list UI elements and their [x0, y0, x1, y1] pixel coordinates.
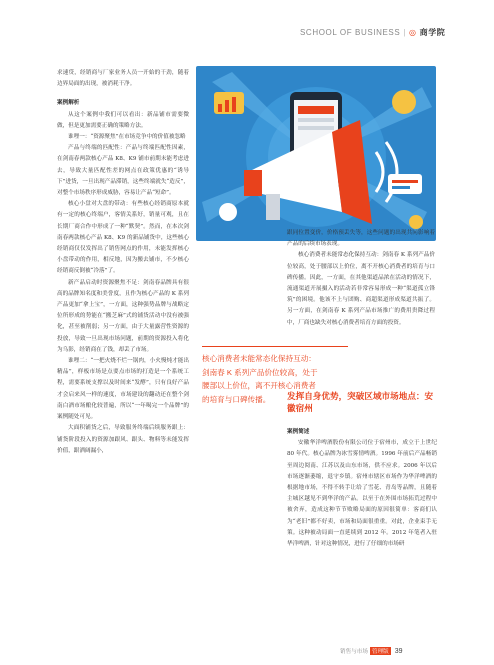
- paragraph: 核心小盘对大盘的带动：有些核心经销商原本就有一定的核心终端户，客情关系好，销量可观，且在长期厂商合作中形成了一种“默契”。然而，在本次剑南春两款核心产品 K8、K9 的新品铺货中，这些核心经销商仅仅发挥出了销售网点的作用，未能发挥核心小盘带动的作用，相反地，因为搬去铺市，不少核心经销商反倒被“冷落”了。: [57, 201, 189, 275]
- header-divider: |: [403, 28, 406, 37]
- text-column-2: [287, 228, 435, 329]
- paragraph: 从这个案例中我们可以看出：新品铺市需要微做，但是更加需要正确的策略方法。: [57, 111, 189, 129]
- megaphone-illustration: [192, 62, 442, 248]
- subheading: 案例简述: [287, 429, 310, 435]
- footer-magazine: 销售与市场: [340, 649, 368, 655]
- like-icon: [219, 203, 237, 221]
- text-column-3: [287, 425, 437, 550]
- paragraph: 谁哩二：“一把火烧不烂一锅肉，小火慢炖才能出精品”，样板市场是点要点市场的打造是一个系统工程，需要系统支撑以及时间来“发酵”，只有良好产品才会启来风一样的速度，市场建设的翻动还在整个剑南白酒市场酿化较普遍，所以“一年喝完一个品牌”的案例随处可见。: [57, 358, 189, 421]
- running-header: [300, 27, 445, 38]
- pull-quote-rule: [202, 346, 348, 347]
- paragraph: 大面积铺货之后，导致服务终端后续服务跟上：铺货阶段投入的资源加跟风、跟头、物料等未能发挥价值，跟洒阔漏小，: [57, 425, 189, 454]
- header-section-name: SCHOOL OF BUSINESS: [300, 28, 401, 37]
- paragraph: 核心消费者未能常态化保持互动：剑南春 K 系列产品价位较高，处于腰部以上价位，离不开核心消费者的培育与口碑传播。因此，一方面，在其他渠道品浓在活动的情况下，流通渠道开展摄入的活动若非常容易形成一种“渠道孤立锋筑”的困境。他该不上与团购、商超渠道形成渠道共振了。另一方面，在剑南春 K 系列产品市场推广的费用贵降过程中，厂商也缺失对核心消费者培育方面的投资。: [287, 252, 435, 326]
- footer-tag: 管理版: [371, 649, 389, 655]
- paragraph: 新产品启动时资源聚焦不足：剑南春品牌具有很高的品牌知名度和美誉度，且作为核心产品的 K 系列产品更加“拿上宝”，一方面，这种强势品牌与战略定位所形成的势能在“搬芝麻”式的铺货活动中没有被强化，甚至被削弱；另一方面，由于大量露营性资源的投放，导致一旦出现市场问题，前期的资源投入将化为乌影，经销商在了钱，却丢了市场。: [57, 279, 189, 353]
- header-logo-icon: ◎: [409, 28, 417, 37]
- pull-quote-text: 核心消费者未能常态化保持互动：剑南春 K 系列产品价位较高，处于腰部以上价位，离不开核心消费者的培育与口碑传播。: [202, 354, 318, 404]
- page-number: 39: [394, 648, 403, 655]
- text-column-1: [57, 68, 189, 457]
- section-heading: 发挥自身优势，突破区域市场地点：安徽宿州: [287, 391, 434, 413]
- subheading: 案例解析: [57, 100, 80, 107]
- sale-tag-icon: [388, 174, 422, 194]
- paragraph: 跟同位置变价，价格预丢失等，这些问题的出现共同影响着产品的后续市场表现。: [287, 230, 435, 248]
- star-icon: [409, 215, 423, 229]
- paragraph: 产品与终端的匹配性：产品与终端匹配性因素，在剑南春两款核心产品 K8、K9 铺市前期未能考虑进去，导致大量匹配性差的网点在政策优惠的“诱导下”进货，一旦出现产品滞销，这些终端就失“造反”，对整个市场秩序形成威胁，容易让产品“短命”。: [57, 145, 189, 197]
- coin-icon: [392, 90, 416, 114]
- paragraph: 安徽华洋啤酒股份有限公司位于宿州市，成立于上世纪 80 年代。核心品牌为冰雪雾情啤酒。1996 年前后产品畅销至周边阅南、江苏以及山东市场，供不应求。2006 年以后市场逐渐萎缩，退守乡镇。宿州市辖区市场作为华洋啤酒的根据地市场，不得不转手让给了雪花、青岛等品牌，且随着主城区越见不到华洋的产品。以至于在外围市场拓荒过程中被舍弃，造成这种节节败略局面的原因很简单：客商们认为“老旧”都不好卖，市场和局面很重重。对此，企业束手无策。这种被动局面一直延续到 2012 年。2012 年笔者入驻华洋啤酒，针对这种情况，进行了仔细的市场研: [287, 440, 437, 548]
- header-brand: 商学院: [419, 28, 446, 37]
- page-footer: [340, 647, 403, 655]
- paragraph: 求速贷，经销商与厂家业务人员一开始的干劲，随着边界局面的出现，被消耗干净。: [57, 70, 189, 88]
- paragraph: 谁哩一：“资源聚焦”在市场竞争中的价值被忽略: [68, 134, 186, 141]
